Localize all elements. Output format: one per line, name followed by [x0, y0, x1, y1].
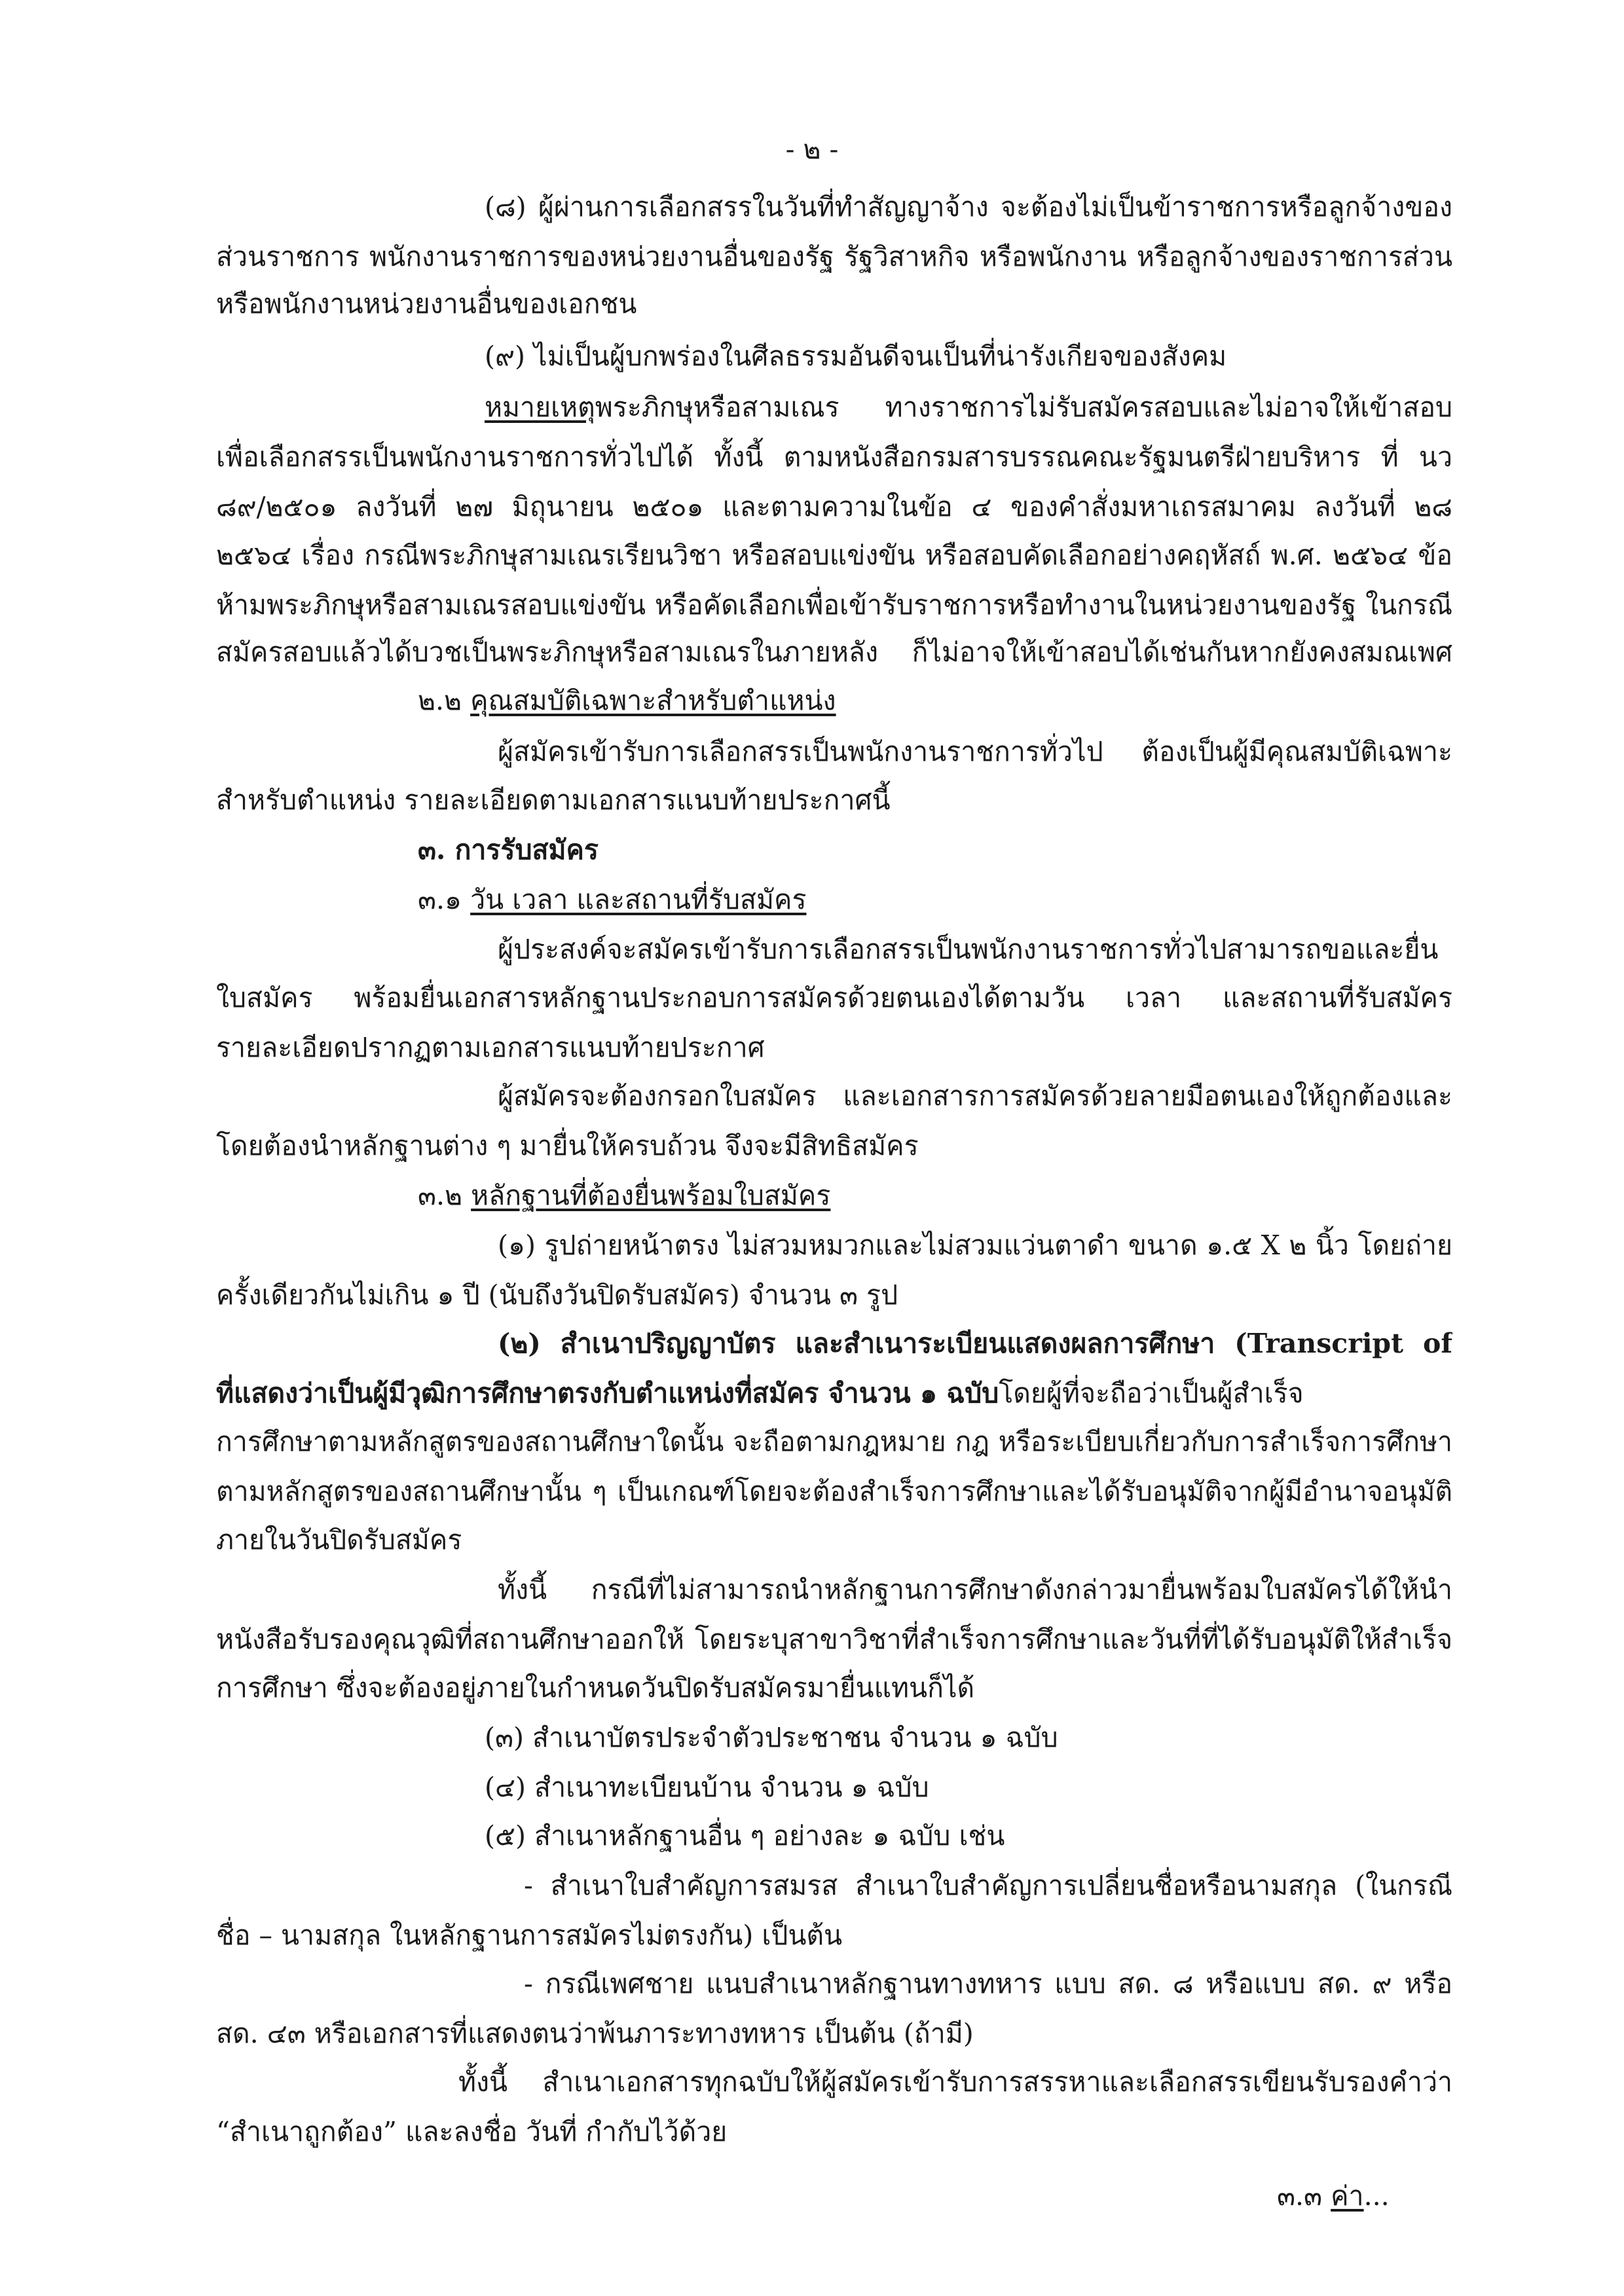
- dash-1-line-2: ชื่อ – นามสกุล ในหลักฐานการสมัครไม่ตรงกัน) เป็นต้น: [216, 1920, 843, 1951]
- section-3-1-heading: [418, 880, 806, 919]
- item-2-line-5: ภายในวันปิดรับสมัคร: [216, 1524, 462, 1556]
- catchword-ellipsis: ...: [1363, 2180, 1390, 2212]
- item-4: (๔) สำเนาทะเบียนบ้าน จำนวน ๑ ฉบับ: [485, 1772, 929, 1803]
- note-line-3: การศึกษา ซึ่งจะต้องอยู่ภายในกำหนดวันปิดรับสมัครมายื่นแทนก็ได้: [216, 1672, 975, 1704]
- section-2-2-title: คุณสมบัติเฉพาะสำหรับตำแหน่ง: [470, 685, 836, 716]
- section-3-1-number: ๓.๑: [418, 884, 471, 915]
- item-8-line-2: ส่วนราชการ พนักงานราชการของหน่วยงานอื่นของรัฐ รัฐวิสาหกิจ หรือพนักงาน หรือลูกจ้างของราชการส่วน: [216, 241, 1452, 272]
- section-2-2-line-1: ผู้สมัครเข้ารับการเลือกสรรเป็นพนักงานราชการทั่วไป ต้องเป็นผู้มีคุณสมบัติเฉพาะ: [498, 736, 1452, 767]
- item-2-line-2-bold: ที่แสดงว่าเป็นผู้มีวุฒิการศึกษาตรงกับตำแหน่งที่สมัคร จำนวน ๑ ฉบับ: [216, 1377, 999, 1409]
- remark-line-1: [485, 388, 1452, 427]
- item-1-line-1: (๑) รูปถ่ายหน้าตรง ไม่สวมหมวกและไม่สวมแว่นตาดำ ขนาด ๑.๕ X ๒ นิ้ว โดยถ่าย: [498, 1230, 1452, 1261]
- section-3-2-number: ๓.๒: [418, 1180, 471, 1211]
- section-3-1-title: วัน เวลา และสถานที่รับสมัคร: [470, 884, 807, 915]
- remark-line-4: ๒๕๖๔ เรื่อง กรณีพระภิกษุสามเณรเรียนวิชา หรือสอบแข่งขัน หรือสอบคัดเลือกอย่างคฤหัสถ์ พ.ศ. ๒๕๖๔ ข้อ: [216, 539, 1452, 571]
- item-8-line-3: หรือพนักงานหน่วยงานอื่นของเอกชน: [216, 288, 637, 319]
- section-3-1-para1-line-1: ผู้ประสงค์จะสมัครเข้ารับการเลือกสรรเป็นพนักงานราชการทั่วไปสามารถขอและยื่น: [498, 934, 1439, 965]
- dash-2-line-2: สด. ๔๓ หรือเอกสารที่แสดงตนว่าพ้นภาระทางทหาร เป็นต้น (ถ้ามี): [216, 2018, 974, 2049]
- section-2-2-line-2: สำหรับตำแหน่ง รายละเอียดตามเอกสารแนบท้ายประกาศนี้: [216, 784, 891, 816]
- item-2-line-2-rest: โดยผู้ที่จะถือว่าเป็นผู้สำเร็จ: [999, 1377, 1304, 1409]
- section-3-1-para2-line-1: ผู้สมัครจะต้องกรอกใบสมัคร และเอกสารการสมัครด้วยลายมือตนเองให้ถูกต้องและ: [498, 1080, 1452, 1112]
- certify-line-2: “สำเนาถูกต้อง” และลงชื่อ วันที่ กำกับไว้ด้วย: [216, 2116, 728, 2147]
- remark-first-line: พระภิกษุหรือสามเณร ทางราชการไม่รับสมัครสอบและไม่อาจให้เข้าสอบ: [595, 392, 1452, 423]
- section-3-1-para1-line-2: ใบสมัคร พร้อมยื่นเอกสารหลักฐานประกอบการสมัครด้วยตนเองได้ตามวัน เวลา และสถานที่รับสมัคร: [216, 982, 1452, 1013]
- note-line-1: ทั้งนี้ กรณีที่ไม่สามารถนำหลักฐานการศึกษาดังกล่าวมายื่นพร้อมใบสมัครได้ให้นำ: [498, 1574, 1452, 1605]
- section-3-2-title: หลักฐานที่ต้องยื่นพร้อมใบสมัคร: [471, 1180, 831, 1211]
- section-3-1-para2-line-2: โดยต้องนำหลักฐานต่าง ๆ มายื่นให้ครบถ้วน จึงจะมีสิทธิสมัคร: [216, 1130, 919, 1161]
- item-2-line-2: [216, 1374, 1452, 1413]
- catchword-next: ค่า: [1331, 2180, 1364, 2212]
- note-line-2: หนังสือรับรองคุณวุฒิที่สถานศึกษาออกให้ โดยระบุสาขาวิชาที่สำเร็จการศึกษาและวันที่ที่ได้รับอนุมัติให้สำเร็จ: [216, 1624, 1452, 1655]
- item-3: (๓) สำเนาบัตรประจำตัวประชาชน จำนวน ๑ ฉบับ: [485, 1722, 1058, 1753]
- item-9: (๙) ไม่เป็นผู้บกพร่องในศีลธรรมอันดีจนเป็นที่น่ารังเกียจของสังคม: [485, 340, 1227, 372]
- remark-line-5: ห้ามพระภิกษุหรือสามเณรสอบแข่งขัน หรือคัดเลือกเพื่อเข้ารับราชการหรือทำงานในหน่วยงานของรัฐ ในกรณี: [216, 589, 1452, 621]
- dash-2-line-1: - กรณีเพศชาย แนบสำเนาหลักฐานทางทหาร แบบ สด. ๘ หรือแบบ สด. ๙ หรือ: [524, 1968, 1452, 1999]
- item-8-line-1: (๘) ผู้ผ่านการเลือกสรรในวันที่ทำสัญญาจ้าง จะต้องไม่เป็นข้าราชการหรือลูกจ้างของ: [485, 191, 1452, 223]
- item-2-line-1: (๒) สำเนาปริญญาบัตร และสำเนาระเบียนแสดงผลการศึกษา (Transcript of: [498, 1328, 1452, 1359]
- section-3-2-heading: [418, 1176, 830, 1215]
- item-2-line-4: ตามหลักสูตรของสถานศึกษานั้น ๆ เป็นเกณฑ์โดยจะต้องสำเร็จการศึกษาและได้รับอนุมัติจากผู้มีอำนาจอนุมัติ: [216, 1476, 1452, 1507]
- section-2-2-heading: [418, 681, 836, 720]
- item-2-line-3: การศึกษาตามหลักสูตรของสถานศึกษาใดนั้น จะถือตามกฎหมาย กฎ หรือระเบียบเกี่ยวกับการสำเร็จการศึกษา: [216, 1426, 1452, 1457]
- item-1-line-2: ครั้งเดียวกันไม่เกิน ๑ ปี (นับถึงวันปิดรับสมัคร) จำนวน ๓ รูป: [216, 1279, 898, 1311]
- remark-label: หมายเหตุ: [485, 392, 595, 423]
- remark-line-3: ๘๙/๒๕๐๑ ลงวันที่ ๒๗ มิถุนายน ๒๕๐๑ และตามความในข้อ ๔ ของคำสั่งมหาเถรสมาคม ลงวันที่ ๒๘: [216, 491, 1452, 522]
- section-3-heading: ๓. การรับสมัคร: [418, 834, 599, 866]
- section-3-1-para1-line-3: รายละเอียดปรากฏตามเอกสารแนบท้ายประกาศ: [216, 1032, 765, 1063]
- next-page-catchword: [1277, 2176, 1390, 2215]
- page-number: - ๒ -: [785, 134, 839, 165]
- remark-line-2: เพื่อเลือกสรรเป็นพนักงานราชการทั่วไปได้ ทั้งนี้ ตามหนังสือกรมสารบรรณคณะรัฐมนตรีฝ่ายบริหาร ที่ นว: [216, 441, 1452, 473]
- item-5: (๕) สำเนาหลักฐานอื่น ๆ อย่างละ ๑ ฉบับ เช่น: [485, 1820, 1005, 1851]
- remark-line-6: สมัครสอบแล้วได้บวชเป็นพระภิกษุหรือสามเณรในภายหลัง ก็ไม่อาจให้เข้าสอบได้เช่นกันหากยังคงสมณเพศ: [216, 636, 1452, 668]
- catchword-prefix: ๓.๓: [1277, 2180, 1331, 2212]
- dash-1-line-1: - สำเนาใบสำคัญการสมรส สำเนาใบสำคัญการเปลี่ยนชื่อหรือนามสกุล (ในกรณี: [524, 1870, 1452, 1901]
- certify-line-1: ทั้งนี้ สำเนาเอกสารทุกฉบับให้ผู้สมัครเข้ารับการสรรหาและเลือกสรรเขียนรับรองคำว่า: [458, 2066, 1452, 2098]
- section-2-2-number: ๒.๒: [418, 685, 471, 716]
